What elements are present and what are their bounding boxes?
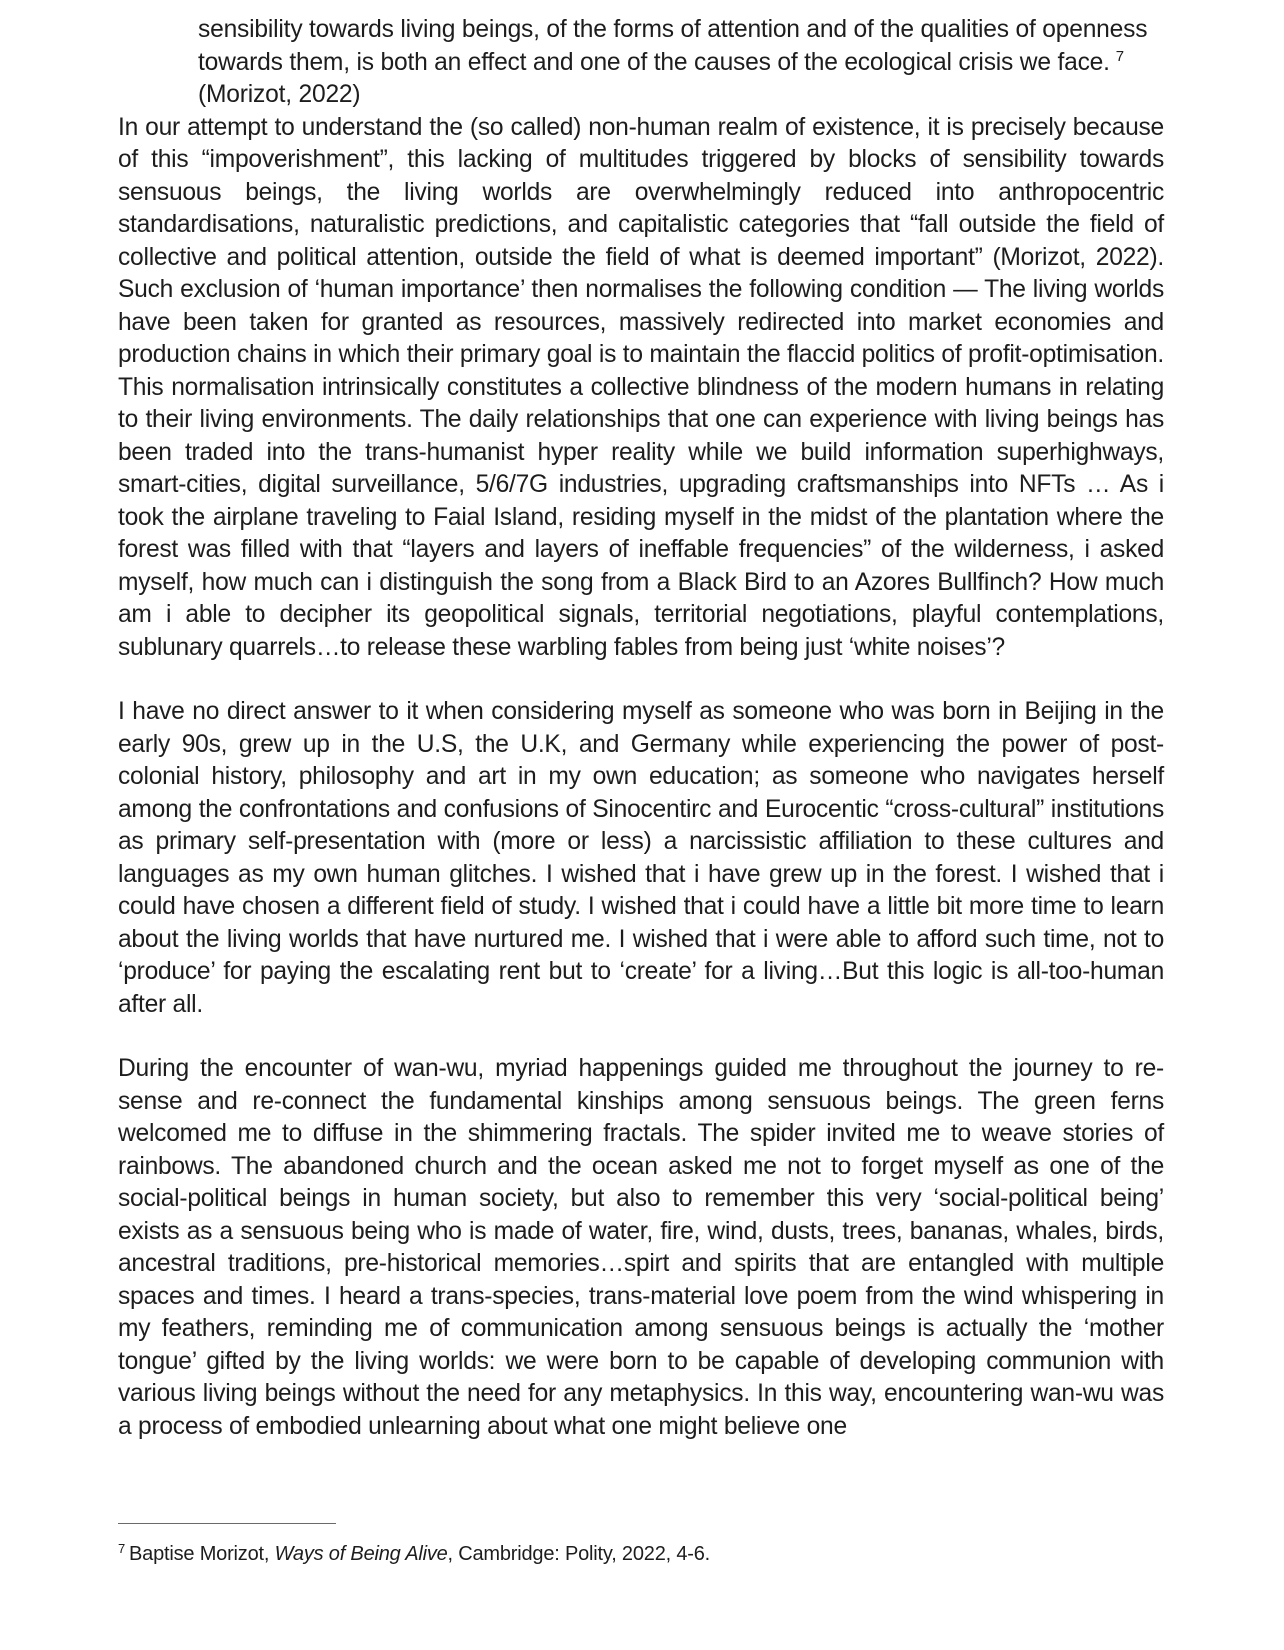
block-quote-text: sensibility towards living beings, of the forms of attention and of the qualities of openness towards them, is both an effect and one of the causes of the ecological crisis we face.: [198, 16, 1148, 76]
body-paragraph-2: I have no direct answer to it when considering myself as someone who was born in Beijing in the early 90s, grew up in the U.S, the U.K, and Germany while experiencing the power of post-colonial history, philosophy and art in my own education; as someone who navigates herself among the confrontations and confusions of Sinocentirc and Eurocentic “cross-cultural” institutions as primary self-presentation with (more or less) a narcissistic affiliation to these cultures and languages as my own human glitches. I wished that i have grew up in the forest. I wished that i could have chosen a different field of study. I wished that i could have a little bit more time to learn about the living worlds that have nurtured me. I wished that i were able to afford such time, not to ‘produce’ for paying the escalating rent but to ‘create’ for a living…But this logic is all-too-human after all.: [118, 698, 1164, 1018]
footnote-reference: 7: [1115, 47, 1124, 65]
footnote-author: Baptise Morizot,: [129, 1543, 270, 1565]
footnote-publication: , Cambridge: Polity, 2022, 4-6.: [447, 1543, 710, 1565]
footnote: [118, 1541, 710, 1567]
footnote-number: 7: [118, 1541, 126, 1556]
footnote-divider: [118, 1523, 336, 1524]
block-quote-citation: (Morizot, 2022): [198, 81, 361, 108]
footnote-book-title: Ways of Being Alive: [274, 1543, 448, 1565]
document-page: [118, 14, 1164, 1443]
body-paragraph-3: During the encounter of wan-wu, myriad happenings guided me throughout the journey to re-sense and re-connect the fundamental kinships among sensuous beings. The green ferns welcomed me to diffuse in the shimmering fractals. The spider invited me to weave stories of rainbows. The abandoned church and the ocean asked me not to forget myself as one of the social-political beings in human society, but also to remember this very ‘social-political being’ exists as a sensuous being who is made of water, fire, wind, dusts, trees, bananas, whales, birds, ancestral traditions, pre-historical memories…spirt and spirits that are entangled with multiple spaces and times. I heard a trans-species, trans-material love poem from the wind whispering in my feathers, reminding me of communication among sensuous beings is actually the ‘mother tongue’ gifted by the living worlds: we were born to be capable of developing communion with various living beings without the need for any metaphysics. In this way, encountering wan-wu was a process of embodied unlearning about what one might believe one: [118, 1055, 1164, 1440]
body-paragraph-1: In our attempt to understand the (so called) non-human realm of existence, it is precisely because of this “impoverishment”, this lacking of multitudes triggered by blocks of sensibility towards sensuous beings, the living worlds are overwhelmingly reduced into anthropocentric standardisations, naturalistic predictions, and capitalistic categories that “fall outside the field of collective and political attention, outside the field of what is deemed important” (Morizot, 2022). Such exclusion of ‘human importance’ then normalises the following condition — The living worlds have been taken for granted as resources, massively redirected into market economies and production chains in which their primary goal is to maintain the flaccid politics of profit-optimisation. This normalisation intrinsically constitutes a collective blindness of the modern humans in relating to their living environments. The daily relationships that one can experience with living beings has been traded into the trans-humanist hyper reality while we build information superhighways, smart-cities, digital surveillance, 5/6/7G industries, upgrading craftsmanships into NFTs … As i took the airplane traveling to Faial Island, residing myself in the midst of the plantation where the forest was filled with that “layers and layers of ineffable frequencies” of the wilderness, i asked myself, how much can i distinguish the song from a Black Bird to an Azores Bullfinch? How much am i able to decipher its geopolitical signals, territorial negotiations, playful contemplations, sublunary quarrels…to release these warbling fables from being just ‘white noises’?: [118, 113, 1164, 661]
block-quote: [198, 14, 1164, 112]
